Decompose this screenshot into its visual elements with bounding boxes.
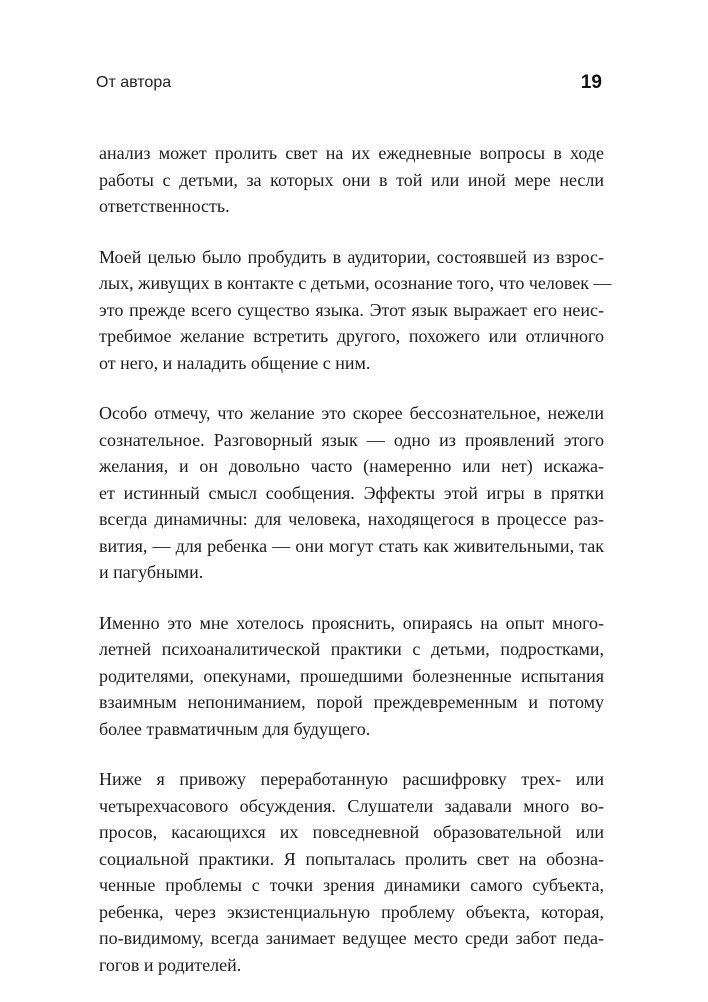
text-line: гогов и родителей. [99,954,242,975]
paragraph [99,766,604,978]
paragraph [99,610,604,743]
text-line: Именно это мне хотелось прояснить, опираясь на опыт много- [99,612,604,633]
text-line: Особо отмечу, что желание это скорее бессознательное, нежели [99,403,604,423]
text-line: и пагубными. [99,562,204,582]
text-line: Моей целью было пробудить в аудитории, состоявшей из взрос- [99,246,604,267]
text-line: ет истинный смысл сообщения. Эффекты этой игры в прятки [99,482,604,503]
paragraph [99,400,604,586]
text-line: просов, касающихся их повседневной образовательной или [99,822,604,842]
text-line: взаимным непониманием, порой преждевременным и потому [99,692,604,712]
text-line: ответственность. [99,196,230,216]
paragraph [99,244,612,377]
text-line: летней психоаналитической практики с детьми, подростками, [99,639,604,659]
text-line: социальной практики. Я попыталась пролить свет на обозна- [99,848,604,869]
text-line: четырехчасового обсуждения. Слушатели задавали много во- [99,795,604,816]
text-line: это прежде всего существо языка. Этот язык выражает его неис- [99,299,604,320]
page-number: 19 [580,72,602,93]
paragraph [99,140,604,220]
body-text [99,140,612,1002]
text-line: требимое желание встретить другого, похожего или отличного [99,326,604,346]
text-line: анализ может пролить свет на их ежедневные вопросы в ходе [99,143,604,163]
text-line: родителями, опекунами, прошедшими болезненные испытания [99,665,604,686]
text-line: по-видимому, всегда занимает ведущее место среди забот педа- [99,928,604,948]
text-line: Ниже я привожу переработанную расшифровку трех- или [99,769,604,789]
text-line: ченные проблемы с точки зрения динамики самого субъекта, [99,875,604,895]
text-line: ребенка, через экзистенциальную проблему объекта, которая, [99,901,604,922]
text-line: работы с детьми, за которых они в той или иной мере несли [99,169,604,190]
text-line: вития, — для ребенка — они могут стать как живительными, так [99,535,604,556]
running-title: От автора [96,74,172,91]
text-line: от него, и наладить общение с ним. [99,352,371,373]
text-line: сознательное. Разговорный язык — одно из проявлений этого [99,429,604,450]
text-line: всегда динамичны: для человека, находящегося в процессе раз- [99,509,604,529]
text-line: желания, и он довольно часто (намеренно или нет) искажа- [99,456,604,476]
text-line: лых, живущих в контакте с детьми, осознание того, что человек — [99,273,612,293]
text-line: более травматичным для будущего. [99,718,371,739]
